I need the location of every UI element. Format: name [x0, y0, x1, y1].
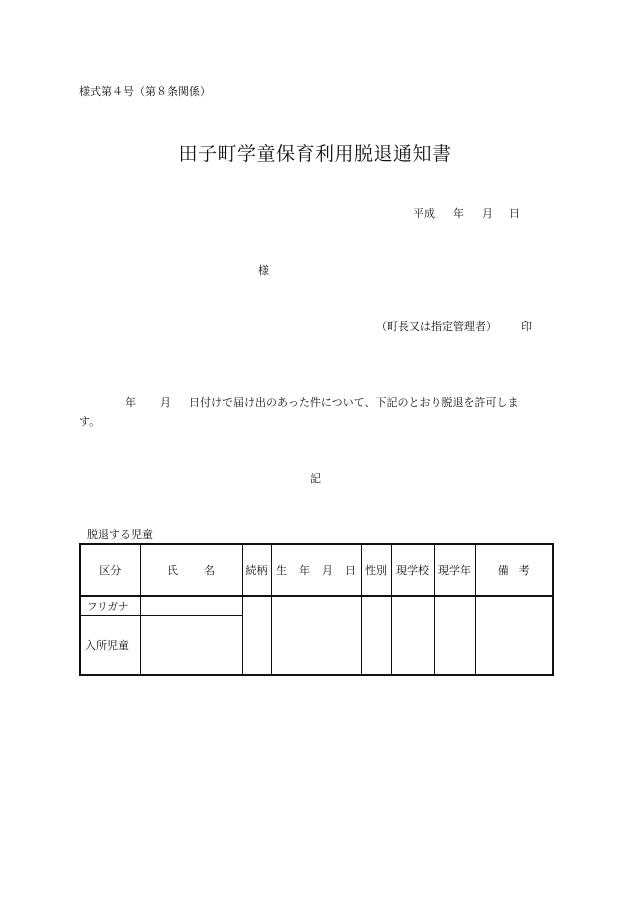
form-number: 様式第４号（第８条関係）: [79, 85, 211, 98]
body-text-line-1: [125, 396, 518, 410]
header-category: 区分: [80, 544, 140, 596]
cell-current-grade[interactable]: [434, 596, 475, 675]
issuer-line: [376, 320, 532, 334]
document-title: 田子町学童保育利用脱退通知書: [178, 143, 452, 165]
body-text: 日付けで届け出のあった件について、下記のとおり脱退を許可しま: [189, 396, 519, 409]
addressee-honorific: 様: [258, 264, 269, 277]
header-sex: 性別: [361, 544, 391, 596]
cell-current-school[interactable]: [391, 596, 434, 675]
body-year: 年: [125, 396, 136, 409]
row-label-furigana: フリガナ: [80, 596, 140, 616]
header-remarks: 備 考: [475, 544, 553, 596]
header-name: 氏 名: [140, 544, 242, 596]
issuer-label: （町長又は指定管理者）: [376, 320, 497, 333]
cell-furigana[interactable]: [140, 596, 242, 616]
withdrawing-child-table: [79, 543, 554, 676]
header-current-grade: 現学年: [434, 544, 475, 596]
cell-relationship[interactable]: [242, 596, 271, 675]
date-line: [413, 207, 520, 221]
ki-heading: 記: [310, 472, 321, 485]
header-relationship: 続柄: [242, 544, 271, 596]
date-month: 月: [482, 207, 493, 220]
header-birthdate: 生 年 月 日: [271, 544, 361, 596]
date-day: 日: [509, 207, 520, 220]
cell-child-name[interactable]: [140, 616, 242, 676]
cell-sex[interactable]: [361, 596, 391, 675]
cell-remarks[interactable]: [475, 596, 553, 675]
date-year: 年: [453, 207, 464, 220]
header-current-school: 現学校: [391, 544, 434, 596]
row-label-child: 入所児童: [80, 616, 140, 676]
cell-birthdate[interactable]: [271, 596, 361, 675]
body-month: 月: [160, 396, 171, 409]
table-caption: 脱退する児童: [87, 528, 153, 541]
seal-mark: 印: [521, 320, 532, 333]
date-era: 平成: [413, 207, 435, 220]
body-text-line-2: す。: [79, 415, 101, 428]
